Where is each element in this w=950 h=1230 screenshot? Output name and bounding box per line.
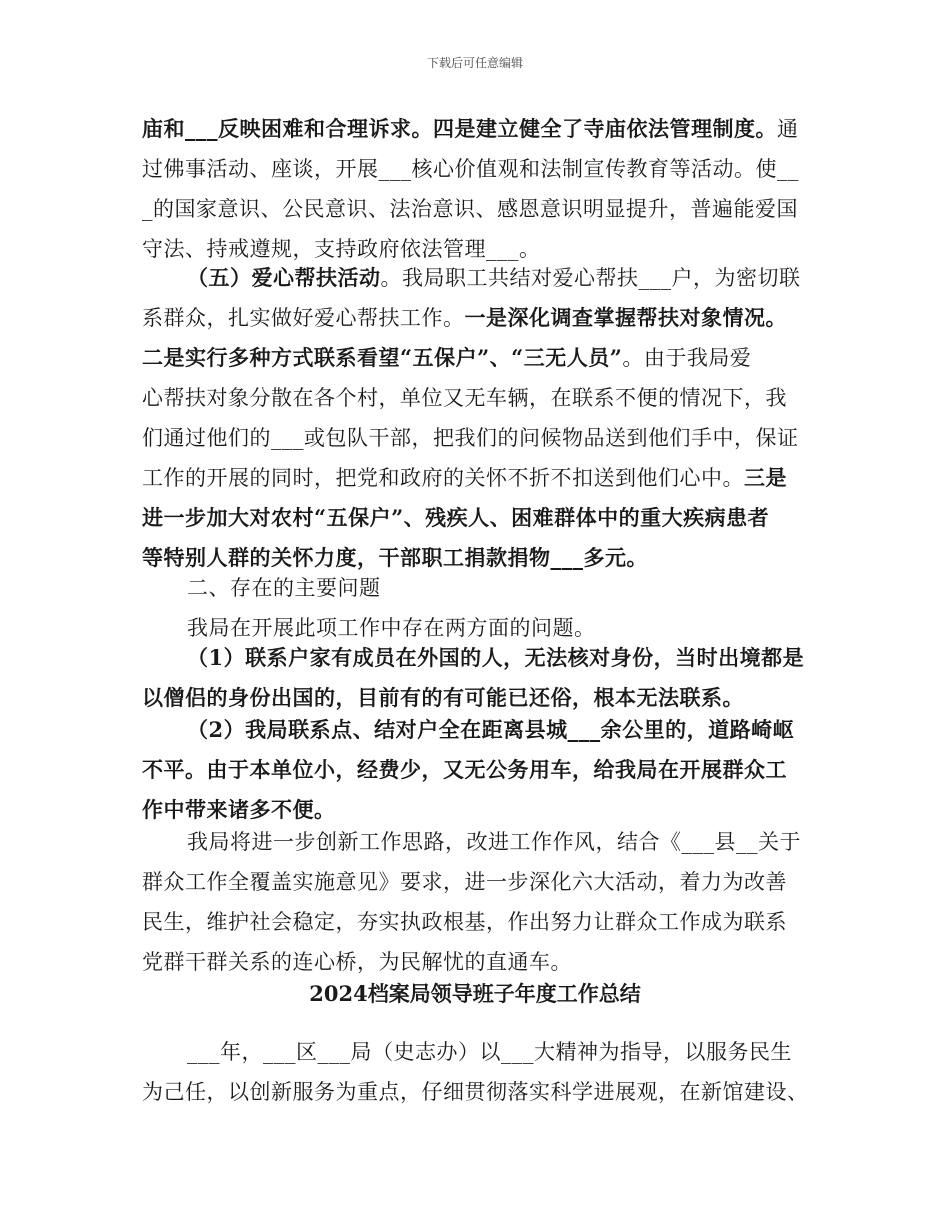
- text-segment: 我局将进一步创新工作思路，改进工作作风，结合《___县__关于: [187, 830, 801, 854]
- text-line: [0, 828, 950, 856]
- text-line: [0, 948, 950, 976]
- bold-text-segment: （五）爱心帮扶活动: [187, 265, 381, 290]
- text-segment: 。由于我局爱: [622, 346, 752, 370]
- text-line: [0, 868, 950, 896]
- text-segment: 工作的开展的同时，把党和政府的关怀不折不扣送到他们心中。: [142, 466, 744, 490]
- text-line: [0, 544, 950, 572]
- bold-text-segment: 作中带来诸多不便。: [142, 797, 336, 822]
- text-segment: 民生，维护社会稳定，夯实执政根基，作出努力让群众工作成为联系: [142, 910, 787, 934]
- text-line: [0, 264, 950, 292]
- bold-text-segment: （2）我局联系点、结对户全在距离县城___余公里的，道路崎岖: [187, 717, 795, 742]
- text-line: [0, 384, 950, 412]
- text-segment: 守法、持戒遵规，支持政府依法管理___。: [142, 237, 541, 261]
- text-segment: _的国家意识、公民意识、法治意识、感恩意识明显提升，普遍能爱国: [142, 197, 798, 221]
- bold-text-segment: 等特别人群的关怀力度，干部职工捐款捐物___多元。: [142, 545, 648, 570]
- text-line: [0, 304, 950, 332]
- text-segment: 二、存在的主要问题: [187, 576, 381, 600]
- text-line: [0, 424, 950, 452]
- text-line: [0, 716, 950, 744]
- text-line: [0, 684, 950, 712]
- text-line: [0, 195, 950, 223]
- section-title: 2024档案局领导班子年度工作总结: [309, 981, 641, 1006]
- bold-text-segment: 二是实行多种方式联系看望“五保户”、“三无人员”: [142, 345, 623, 370]
- text-line: [0, 614, 950, 642]
- text-segment: 党群干群关系的连心桥，为民解忧的直通车。: [142, 950, 572, 974]
- text-line: [0, 1078, 950, 1106]
- page-header: 下载后可任意编辑: [426, 56, 523, 70]
- text-line: [0, 235, 950, 263]
- text-line: [0, 574, 950, 602]
- text-segment: 群众工作全覆盖实施意见》要求，进一步深化六大活动，着力为改善: [142, 870, 787, 894]
- bold-text-segment: （1）联系户家有成员在外国的人，无法核对身份，当时出境都是: [187, 645, 805, 670]
- text-segment: 们通过他们的___或包队干部，把我们的问候物品送到他们手中，保证: [142, 426, 799, 450]
- text-line: [0, 644, 950, 672]
- text-line: [0, 464, 950, 492]
- text-line: [0, 908, 950, 936]
- text-line: [0, 155, 950, 183]
- text-segment: 过佛事活动、座谈，开展___核心价值观和法制宣传教育等活动。使__: [142, 157, 799, 181]
- text-segment: 系群众，扎实做好爱心帮扶工作。: [142, 306, 465, 330]
- bold-text-segment: 以僧侣的身份出国的，目前有的有可能已还俗，根本无法联系。: [142, 685, 744, 710]
- bold-text-segment: 进一步加大对农村“五保户”、残疾人、困难群体中的重大疾病患者: [142, 505, 770, 530]
- text-segment: 通: [777, 117, 799, 141]
- text-segment: 我局在开展此项工作中存在两方面的问题。: [187, 616, 596, 640]
- bold-text-segment: 三是: [744, 465, 787, 490]
- text-segment: 心帮扶对象分散在各个村，单位又无车辆，在联系不便的情况下，我: [142, 386, 787, 410]
- text-line: [0, 504, 950, 532]
- bold-text-segment: 不平。由于本单位小，经费少，又无公务用车，给我局在开展群众工: [142, 757, 787, 782]
- text-line: [0, 796, 950, 824]
- text-line: [0, 1038, 950, 1066]
- text-segment: 。我局职工共结对爱心帮扶___户，为密切联: [380, 266, 801, 290]
- text-line: [0, 756, 950, 784]
- text-line: [0, 115, 950, 143]
- bold-text-segment: 庙和___反映困难和合理诉求。四是建立健全了寺庙依法管理制度。: [142, 116, 777, 141]
- text-segment: ___年，___区___局（史志办）以___大精神为指导，以服务民生: [187, 1040, 792, 1064]
- bold-text-segment: 一是深化调查掌握帮扶对象情况。: [464, 305, 787, 330]
- text-segment: 为己任，以创新服务为重点，仔细贯彻落实科学进展观，在新馆建设、: [142, 1080, 809, 1104]
- text-line: [0, 344, 950, 372]
